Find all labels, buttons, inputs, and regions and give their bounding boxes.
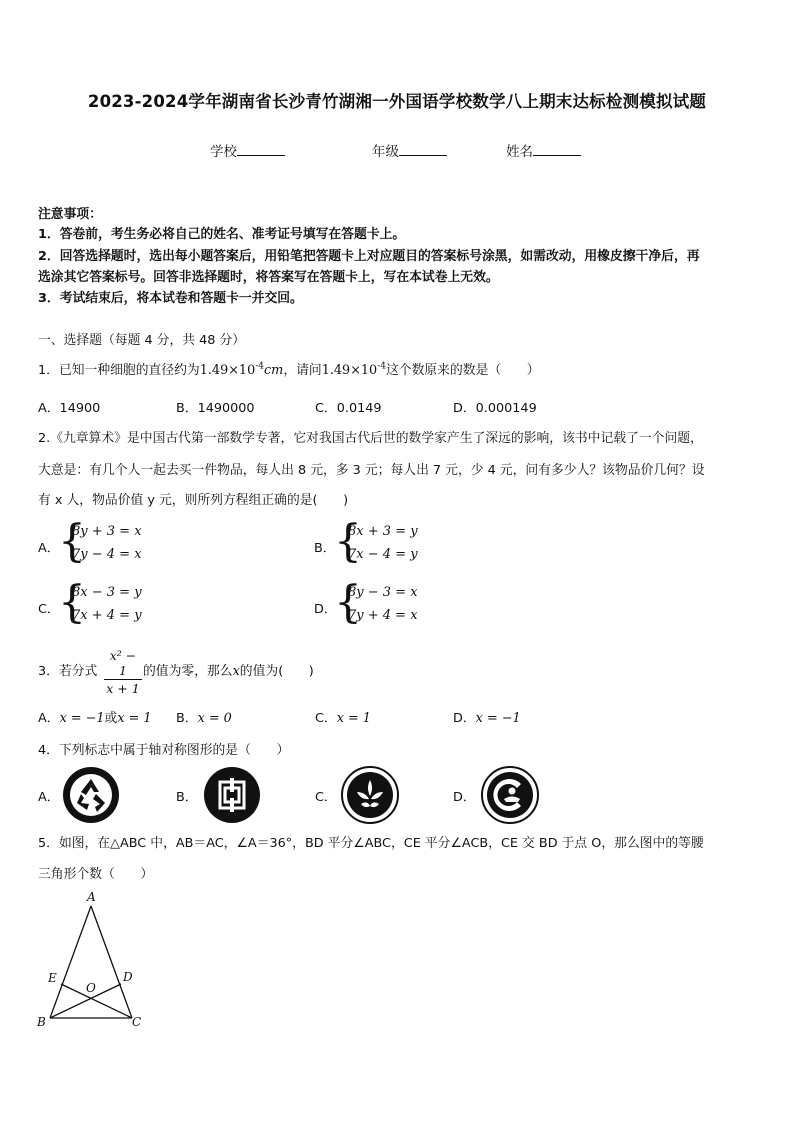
equation-system-d: 8y − 3 = x 7y + 4 = x <box>348 585 418 623</box>
question-1-stem: 1．已知一种细胞的直径约为$1.49\times 10^{-4}cm$，请问$1.49\times 10^{-4}$这个数原来的数是（ ） <box>38 361 540 378</box>
option-b-label: B． <box>176 790 198 805</box>
bank-coin-logo-icon <box>203 766 261 824</box>
option-c: C．0.0149 <box>315 401 382 416</box>
section-heading: 一、选择题（每题 4 分，共 48 分） <box>38 333 246 348</box>
option-b-label: B． <box>314 541 336 556</box>
vertex-label-c: C <box>132 1015 142 1029</box>
question-4-stem: 4．下列标志中属于轴对称图形的是（ ） <box>38 743 290 758</box>
equation-system-a: 8y + 3 = x 7y − 4 = x <box>72 524 142 562</box>
c-emblem-logo-icon <box>481 766 539 824</box>
page-title: 2023-2024学年湖南省长沙青竹湖湘一外国语学校数学八上期末达标检测模拟试题 <box>87 92 707 111</box>
vertex-label-e: E <box>48 971 57 985</box>
note-item: 选涂其它答案标号。回答非选择题时，将答案写在答题卡上，写在本试卷上无效。 <box>38 270 499 285</box>
option-c: C．x = 1 <box>315 711 371 726</box>
vertex-label-a: A <box>87 890 96 904</box>
question-5-line: 三角形个数（ ） <box>38 867 154 882</box>
vertex-label-b: B <box>37 1015 46 1029</box>
note-item: 3．考试结束后，将本试卷和答题卡一并交回。 <box>38 291 303 306</box>
vertex-label-d: D <box>123 970 133 984</box>
note-item: 1．答卷前，考生务必将自己的姓名、准考证号填写在答题卡上。 <box>38 227 406 242</box>
option-c-label: C． <box>38 602 60 617</box>
equation-system-b: 8x + 3 = y 7x − 4 = y <box>348 524 418 562</box>
brace-icon: { <box>334 577 362 628</box>
triangle-figure <box>30 888 150 1033</box>
question-2-line: 大意是：有几个人一起去买一件物品，每人出 8 元，多 3 元；每人出 7 元，少 4 元，问有多少人？该物品价几何？设 <box>38 463 705 478</box>
question-5-line: 5．如图，在△ABC 中，AB＝AC，∠A＝36°，BD 平分∠ABC，CE 平分∠ACB，CE 交 BD 于点 O，那么图中的等腰 <box>38 836 704 851</box>
option-c-label: C． <box>315 790 337 805</box>
option-a: A．x = −1或x = 1 <box>38 711 152 726</box>
school-field: 学校 <box>210 140 285 160</box>
question-2-line: 2.《九章算术》是中国古代第一部数学专著，它对我国古代后世的数学家产生了深远的影响，该书中记载了一个问题， <box>38 431 703 446</box>
brace-icon: { <box>334 516 362 567</box>
question-2-line: 有 x 人，物品价值 y 元，则所列方程组正确的是( ) <box>38 493 349 508</box>
option-d: D．0.000149 <box>453 401 537 416</box>
brace-icon: { <box>58 516 86 567</box>
leaf-emblem-logo-icon <box>341 766 399 824</box>
option-d: D．x = −1 <box>453 711 521 726</box>
option-d-label: D． <box>314 602 337 617</box>
recycle-logo-icon <box>62 766 120 824</box>
option-b: B．x = 0 <box>176 711 232 726</box>
question-3-stem-start: 3．若分式 <box>38 664 98 679</box>
note-item: 2．回答选择题时，选出每小题答案后，用铅笔把答题卡上对应题目的答案标号涂黑，如需改动，用橡皮擦干净后，再 <box>38 249 700 264</box>
option-b: B．1490000 <box>176 401 255 416</box>
brace-icon: { <box>58 577 86 628</box>
option-a-label: A． <box>38 541 60 556</box>
notes-heading: 注意事项： <box>38 207 102 222</box>
equation-system-c: 8x − 3 = y 7x + 4 = y <box>72 585 142 623</box>
option-d-label: D． <box>453 790 476 805</box>
fraction: x² − 1 x + 1 <box>104 648 142 696</box>
name-field: 姓名 <box>506 140 581 160</box>
question-3-stem-end: 的值为零，那么x的值为( ) <box>143 664 314 679</box>
option-a-label: A． <box>38 790 60 805</box>
grade-field: 年级 <box>372 140 447 160</box>
vertex-label-o: O <box>86 981 96 995</box>
option-a: A．14900 <box>38 401 101 416</box>
